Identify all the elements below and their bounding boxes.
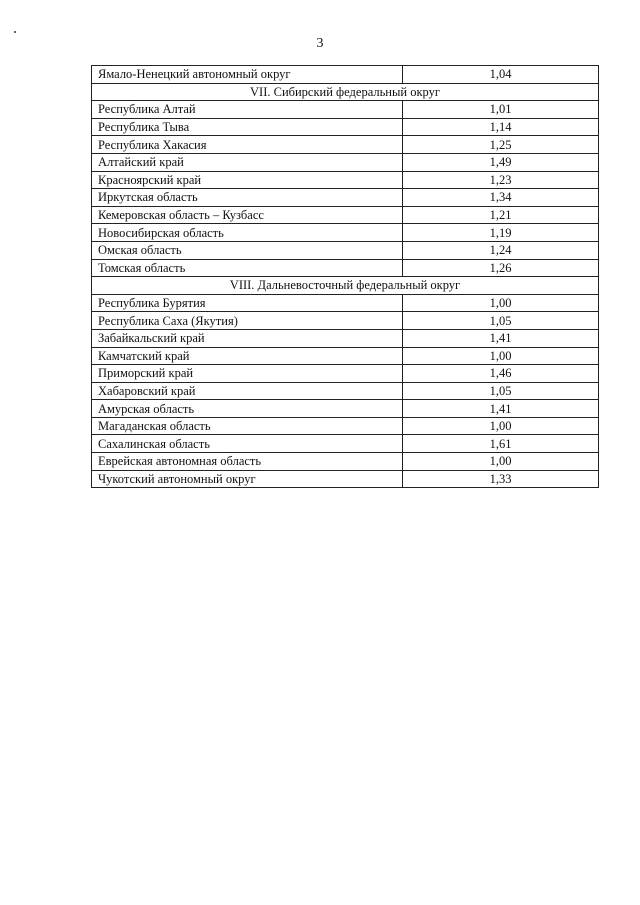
coefficient-value: 1,19 (403, 224, 599, 242)
table-row (92, 312, 599, 330)
table-row (92, 294, 599, 312)
table-row (92, 400, 599, 418)
region-name: Кемеровская область – Кузбасс (92, 206, 403, 224)
coefficient-value: 1,05 (403, 382, 599, 400)
coefficient-value: 1,01 (403, 101, 599, 119)
section-header-row (92, 83, 599, 101)
coefficient-value: 1,49 (403, 153, 599, 171)
table-row (92, 365, 599, 383)
section-title: VIII. Дальневосточный федеральный округ (92, 277, 599, 295)
region-name: Камчатский край (92, 347, 403, 365)
region-name: Томская область (92, 259, 403, 277)
coefficient-value: 1,00 (403, 417, 599, 435)
table-row (92, 329, 599, 347)
coefficient-value: 1,25 (403, 136, 599, 154)
table-row (92, 189, 599, 207)
table-row (92, 206, 599, 224)
region-name: Приморский край (92, 365, 403, 383)
region-name: Иркутская область (92, 189, 403, 207)
table-row (92, 136, 599, 154)
coefficient-value: 1,24 (403, 241, 599, 259)
coefficient-value: 1,23 (403, 171, 599, 189)
page-number: 3 (316, 36, 324, 51)
table-row (92, 118, 599, 136)
table-row (92, 101, 599, 119)
table-row (92, 241, 599, 259)
region-name: Сахалинская область (92, 435, 403, 453)
coefficient-value: 1,41 (403, 329, 599, 347)
region-name: Ямало-Ненецкий автономный округ (92, 66, 403, 84)
region-name: Республика Саха (Якутия) (92, 312, 403, 330)
coefficient-value: 1,34 (403, 189, 599, 207)
region-name: Омская область (92, 241, 403, 259)
coefficient-table-body (92, 66, 599, 488)
table-row (92, 470, 599, 488)
coefficient-value: 1,41 (403, 400, 599, 418)
coefficient-value: 1,00 (403, 294, 599, 312)
table-row (92, 224, 599, 242)
region-name: Республика Алтай (92, 101, 403, 119)
coefficient-value: 1,46 (403, 365, 599, 383)
coefficient-value: 1,04 (403, 66, 599, 84)
coefficient-value: 1,26 (403, 259, 599, 277)
table-row (92, 435, 599, 453)
table-row (92, 171, 599, 189)
region-name: Республика Тыва (92, 118, 403, 136)
section-title: VII. Сибирский федеральный округ (92, 83, 599, 101)
table-row (92, 382, 599, 400)
region-name: Магаданская область (92, 417, 403, 435)
coefficient-value: 1,61 (403, 435, 599, 453)
table-row (92, 453, 599, 471)
region-name: Чукотский автономный округ (92, 470, 403, 488)
coefficient-value: 1,33 (403, 470, 599, 488)
region-name: Еврейская автономная область (92, 453, 403, 471)
scan-speck (14, 31, 16, 33)
table-row (92, 259, 599, 277)
coefficient-value: 1,14 (403, 118, 599, 136)
region-name: Новосибирская область (92, 224, 403, 242)
coefficient-value: 1,05 (403, 312, 599, 330)
table-row (92, 153, 599, 171)
section-header-row (92, 277, 599, 295)
region-name: Хабаровский край (92, 382, 403, 400)
region-name: Забайкальский край (92, 329, 403, 347)
table-row (92, 66, 599, 84)
coefficient-value: 1,00 (403, 347, 599, 365)
region-name: Республика Хакасия (92, 136, 403, 154)
table-row (92, 417, 599, 435)
coefficient-value: 1,21 (403, 206, 599, 224)
region-name: Республика Бурятия (92, 294, 403, 312)
coefficient-table (91, 65, 599, 488)
region-name: Красноярский край (92, 171, 403, 189)
region-name: Амурская область (92, 400, 403, 418)
coefficient-value: 1,00 (403, 453, 599, 471)
region-name: Алтайский край (92, 153, 403, 171)
table-row (92, 347, 599, 365)
